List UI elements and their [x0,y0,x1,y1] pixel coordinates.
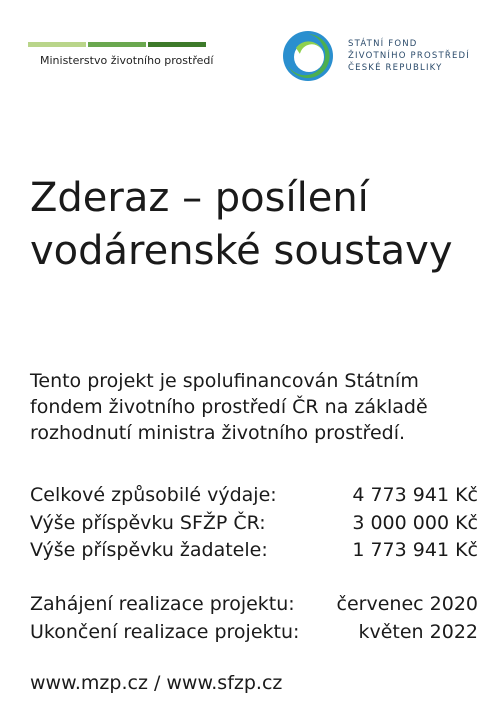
cost-table [30,482,478,565]
ministry-logo-bar-light [28,42,86,47]
intro-text [30,368,480,446]
ministry-logo-bar-mid [88,42,146,47]
project-title-line-2: vodárenské soustavy [30,228,453,274]
date-row [30,591,478,619]
cost-label: Celkové způsobilé výdaje: [30,484,277,506]
fund-name-line-2: ŽIVOTNÍHO PROSTŘEDÍ [348,51,470,61]
cost-value: 1 773 941 Kč [352,539,478,561]
date-table [30,591,478,646]
cost-row [30,537,478,565]
cost-row [30,482,478,510]
project-title-line-1: Zderaz – posílení [30,175,369,221]
intro-line-1: Tento projekt je spolufinancován Státním [30,370,419,392]
website-links: www.mzp.cz / www.sfzp.cz [30,672,283,694]
intro-line-3: rozhodnutí ministra životního prostředí. [30,422,406,444]
cost-value: 3 000 000 Kč [352,511,478,534]
fund-name [348,38,470,74]
fund-logo-icon [282,30,334,82]
date-row [30,619,478,647]
fund-logo [282,30,482,82]
intro-line-2: fondem životního prostředí ČR na základě [30,396,428,418]
ministry-logo [28,40,214,70]
project-title [30,172,490,278]
fund-name-line-1: STÁTNÍ FOND [348,39,418,49]
date-value: červenec 2020 [336,593,478,615]
date-label: Zahájení realizace projektu: [30,593,295,615]
fund-name-line-3: ČESKÉ REPUBLIKY [348,63,443,73]
ministry-name: Ministerstvo životního prostředí [40,54,214,67]
cost-value: 4 773 941 Kč [352,484,478,506]
date-label: Ukončení realizace projektu: [30,620,300,643]
cost-row [30,510,478,538]
cost-label: Výše příspěvku žadatele: [30,539,268,561]
date-value: květen 2022 [358,620,478,643]
ministry-logo-bar-dark [148,42,206,47]
cost-label: Výše příspěvku SFŽP ČR: [30,511,266,534]
